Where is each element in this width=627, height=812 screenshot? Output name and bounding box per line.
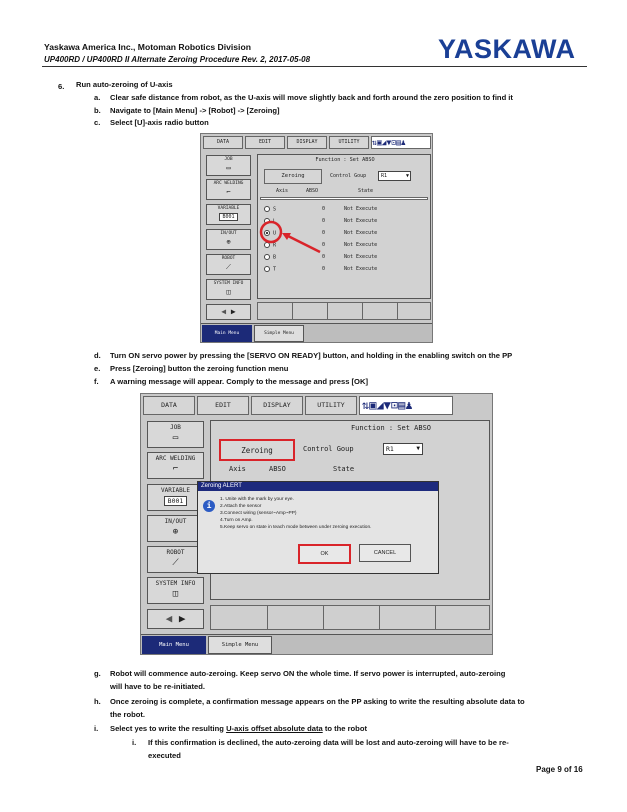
item-h-text-2: the robot.: [110, 710, 146, 719]
status-icons: ⇅▣◢▼⊡▤♟: [371, 136, 431, 149]
header-divider: [42, 66, 587, 67]
job-icon-2: ▭: [172, 433, 179, 443]
system-info-icon-2: ◫: [172, 589, 179, 599]
alert-line-1: 1. Unite with the mark by your eye.: [220, 497, 294, 502]
radio-s[interactable]: [264, 206, 270, 212]
item-g-letter: g.: [94, 669, 101, 678]
zeroing-button[interactable]: Zeroing: [264, 169, 322, 184]
item-g-text-1: Robot will commence auto-zeroing. Keep servo ON the whole time. If servo power is interrupted, auto-zeroing: [110, 669, 506, 678]
left-btn-job-2[interactable]: [147, 421, 204, 448]
col-state: State: [358, 188, 374, 194]
control-group-select-2[interactable]: [383, 443, 423, 455]
item-i-text: [110, 724, 367, 734]
tab-main-menu-2[interactable]: Main Menu: [142, 636, 206, 654]
col-abso-2: ABSO: [269, 465, 286, 473]
item-c-letter: c.: [94, 118, 101, 127]
function-key-bar: [257, 302, 431, 320]
alert-line-3: 3.Connect wiring (sensor~Amp~PP): [220, 511, 297, 516]
arrow-right-icon: ▶: [230, 307, 236, 316]
zeroing-alert-dialog: [197, 481, 439, 574]
system-info-icon: ◫: [226, 288, 231, 296]
page-arrows[interactable]: [206, 304, 251, 320]
page-arrows-2[interactable]: [147, 609, 204, 629]
sub-item-letter: i.: [132, 738, 137, 747]
header-document-title: UP400RD / UP400RD II Alternate Zeroing Procedure Rev. 2, 2017-05-08: [44, 55, 311, 64]
item-f-letter: f.: [94, 377, 99, 386]
tab-main-menu[interactable]: Main Menu: [202, 325, 252, 342]
item-i-letter: i.: [94, 724, 99, 733]
axis-b-abso: 0: [322, 254, 326, 260]
arrow-left-icon-2: ◀: [165, 612, 173, 625]
axis-b-label: B: [273, 254, 277, 261]
left-btn-in-out[interactable]: [206, 229, 251, 250]
axis-r-abso: 0: [322, 242, 326, 248]
zeroing-button-2[interactable]: Zeroing: [219, 439, 295, 461]
menu-display-2[interactable]: DISPLAY: [251, 396, 303, 415]
job-icon: ▭: [226, 164, 231, 172]
step-number: 6.: [58, 82, 65, 91]
menu-utility-2[interactable]: UTILITY: [305, 396, 357, 415]
arrow-line: [284, 234, 320, 252]
sub-item-text-2: executed: [148, 751, 181, 760]
item-d-letter: d.: [94, 351, 101, 360]
io-icon: ⊕: [226, 238, 231, 246]
radio-t[interactable]: [264, 266, 270, 272]
menu-utility[interactable]: UTILITY: [329, 136, 369, 149]
inout-label: IN/OUT: [220, 231, 237, 236]
page-number: Page 9 of 16: [536, 765, 583, 774]
left-btn-system-info-2[interactable]: [147, 577, 204, 604]
alert-title: Zeroing ALERT: [198, 482, 438, 491]
variable-value-2: B001: [164, 496, 188, 506]
col-axis: Axis: [276, 188, 289, 194]
welding-icon-2: ⌐: [172, 464, 179, 474]
pendant-screenshot-1: [200, 133, 433, 343]
item-g-text-2: will have to be re-initiated.: [110, 682, 205, 691]
menu-data-2[interactable]: DATA: [143, 396, 195, 415]
menu-display[interactable]: DISPLAY: [287, 136, 327, 149]
axis-row-s[interactable]: [264, 206, 276, 213]
left-btn-robot[interactable]: [206, 254, 251, 275]
step-title: Run auto-zeroing of U-axis: [76, 80, 173, 89]
item-e-letter: e.: [94, 364, 101, 373]
welding-icon: ⌐: [226, 188, 231, 196]
axis-row-t[interactable]: [264, 266, 276, 273]
chevron-down-icon-2: ▼: [416, 445, 420, 452]
item-d-text: Turn ON servo power by pressing the [SERVO ON READY] button, and holding in the enabling switch on the PP: [110, 351, 513, 360]
item-c-text: Select [U]-axis radio button: [110, 118, 209, 127]
axis-t-state: Not Execute: [344, 266, 378, 272]
axis-t-abso: 0: [322, 266, 326, 272]
robot-label-2: ROBOT: [166, 549, 185, 556]
axis-s-state: Not Execute: [344, 206, 378, 212]
alert-line-4: 4.Turn on Amp.: [220, 518, 253, 523]
control-group-select[interactable]: [378, 171, 411, 181]
highlight-circle: [261, 222, 281, 242]
ok-button[interactable]: OK: [298, 544, 351, 564]
sysinfo-label-2: SYSTEM INFO: [155, 580, 196, 587]
tab-simple-menu-2[interactable]: Simple Menu: [208, 636, 272, 654]
arc-label-2: ARC WELDING: [155, 455, 196, 462]
item-a-letter: a.: [94, 93, 101, 102]
job-label: JOB: [224, 157, 233, 162]
axis-u-state: Not Execute: [344, 230, 378, 236]
left-btn-variable[interactable]: [206, 204, 251, 225]
item-i-underlined: U-axis offset absolute data: [226, 724, 323, 733]
header-line: [260, 197, 428, 200]
menu-edit[interactable]: EDIT: [245, 136, 285, 149]
sub-item-text-1: If this confirmation is declined, the auto-zeroing data will be lost and auto-zeroing will have to be re-: [148, 738, 509, 747]
item-f-text: A warning message will appear. Comply to the message and press [OK]: [110, 377, 368, 386]
axis-b-state: Not Execute: [344, 254, 378, 260]
bottom-bar-2: [141, 634, 492, 654]
col-abso: ABSO: [306, 188, 319, 194]
axis-r-state: Not Execute: [344, 242, 378, 248]
item-h-letter: h.: [94, 697, 101, 706]
chevron-down-icon: ▼: [405, 173, 409, 179]
alert-line-5: 5.Keep servo on state in teach mode between under zeroing execution.: [220, 525, 372, 530]
item-h-text-1: Once zeroing is complete, a confirmation message appears on the PP asking to write the resulting absolute data to: [110, 697, 525, 706]
axis-u-abso: 0: [322, 230, 326, 236]
control-group-value: R1: [381, 173, 388, 179]
function-key-bar-2: [210, 605, 490, 630]
robot-icon-2: ⟋: [172, 558, 179, 568]
left-btn-variable-2[interactable]: [147, 484, 204, 511]
left-btn-arc-welding[interactable]: [206, 179, 251, 200]
col-state-2: State: [333, 465, 355, 473]
axis-s-label: S: [273, 206, 277, 213]
axis-l-abso: 0: [322, 218, 326, 224]
variable-label: VARIABLE: [217, 206, 240, 211]
left-btn-in-out-2[interactable]: [147, 515, 204, 542]
pendant-screenshot-2: [140, 393, 493, 655]
arrow-left-icon: ◀: [221, 307, 227, 316]
control-group-label-2: Control Goup: [303, 445, 354, 453]
status-icons-2: ⇅▣◢▼⊡▤♟: [359, 396, 453, 415]
left-btn-job[interactable]: [206, 155, 251, 176]
sysinfo-label: SYSTEM INFO: [213, 281, 244, 286]
axis-s-abso: 0: [322, 206, 326, 212]
left-btn-arc-welding-2[interactable]: [147, 452, 204, 479]
axis-r-label: R: [273, 242, 277, 249]
item-i-pre: Select yes to write the resulting: [110, 724, 227, 733]
item-i-post: to the robot: [322, 724, 367, 733]
robot-label: ROBOT: [221, 256, 236, 261]
alert-line-2: 2.Attach the sensor: [220, 504, 262, 509]
robot-icon: ⟋: [226, 263, 231, 271]
function-title-2: Function : Set ABSO: [350, 424, 432, 432]
item-b-letter: b.: [94, 106, 101, 115]
item-e-text: Press [Zeroing] button the zeroing function menu: [110, 364, 289, 373]
highlight-arrow: [258, 215, 338, 265]
axis-u-label: U: [273, 230, 277, 237]
variable-label-2: VARIABLE: [161, 487, 190, 494]
function-title: Function : Set ABSO: [315, 157, 375, 163]
item-b-text: Navigate to [Main Menu] -> [Robot] -> [Zeroing]: [110, 106, 280, 115]
set-abso-panel: [257, 154, 431, 299]
variable-value: B001: [219, 213, 237, 221]
tab-simple-menu[interactable]: Simple Menu: [254, 325, 304, 342]
header-company: Yaskawa America Inc., Motoman Robotics Division: [44, 42, 251, 52]
bottom-bar: [201, 323, 432, 342]
axis-t-label: T: [273, 266, 277, 273]
left-btn-robot-2[interactable]: [147, 546, 204, 573]
item-a-text: Clear safe distance from robot, as the U-axis will move slightly back and forth around the zero position to find it: [110, 93, 513, 102]
col-axis-2: Axis: [229, 465, 246, 473]
control-group-value-2: R1: [386, 445, 394, 453]
menu-edit-2[interactable]: EDIT: [197, 396, 249, 415]
control-group-label: Control Goup: [330, 173, 367, 179]
io-icon-2: ⊕: [172, 527, 179, 537]
menu-data[interactable]: DATA: [203, 136, 243, 149]
yaskawa-logo: YASKAWA: [438, 34, 576, 64]
axis-l-label: L: [273, 218, 277, 225]
job-label-2: JOB: [170, 424, 181, 431]
info-icon: i: [203, 500, 215, 512]
inout-label-2: IN/OUT: [164, 518, 187, 525]
arc-label: ARC WELDING: [213, 181, 244, 186]
cancel-button[interactable]: CANCEL: [359, 544, 411, 562]
left-btn-system-info[interactable]: [206, 279, 251, 300]
arrow-right-icon-2: ▶: [178, 612, 186, 625]
axis-l-state: Not Execute: [344, 218, 378, 224]
